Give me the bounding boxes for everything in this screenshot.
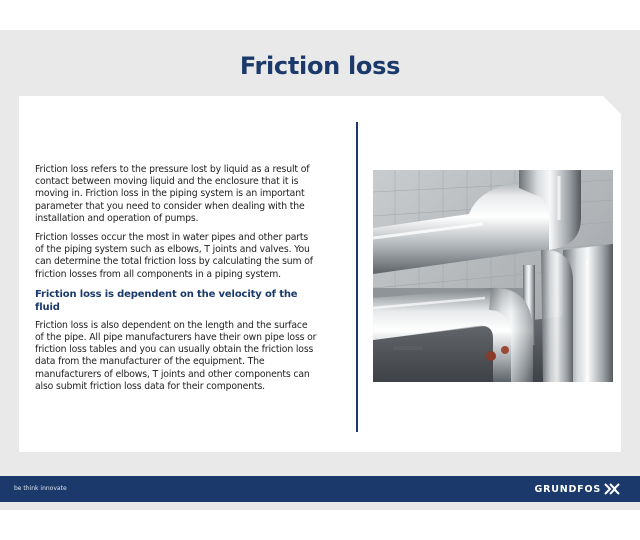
- subheading: Friction loss is dependent on the velocity of the fluid: [35, 288, 298, 313]
- paragraph-length: Friction loss is also dependent on the length and the surface of the pipe. All pipe manufacturers have their own pipe loss or friction loss tables and you can usually obtain the friction loss data from the manufacturer of the equipment. The manufacturers of elbows, T joints and other components can also submit friction loss data for their components.: [35, 319, 317, 392]
- paragraph-occurrence: Friction losses occur the most in water pipes and other parts of the piping system such as elbows, T joints and valves. You can determine the total friction loss by calculating the sum of friction losses from all components in a piping system.: [35, 232, 313, 280]
- grundfos-logo: [535, 481, 620, 497]
- text-column: [35, 164, 317, 400]
- pipes-photo: [373, 170, 613, 382]
- slide: [0, 30, 640, 510]
- footer-tagline: be think innovate: [14, 485, 67, 492]
- paragraph-intro: Friction loss refers to the pressure lost by liquid as a result of contact between moving liquid and the enclosure that it is moving in. Friction loss in the piping system is an important parameter that you need to consider when dealing with the installation and operation of pumps.: [35, 164, 310, 224]
- logo-text: GRUNDFOS: [534, 483, 601, 495]
- vertical-divider: [356, 122, 358, 432]
- footer-bar: [0, 476, 640, 502]
- slide-title: Friction loss: [239, 52, 401, 80]
- grundfos-x-icon: [604, 480, 620, 499]
